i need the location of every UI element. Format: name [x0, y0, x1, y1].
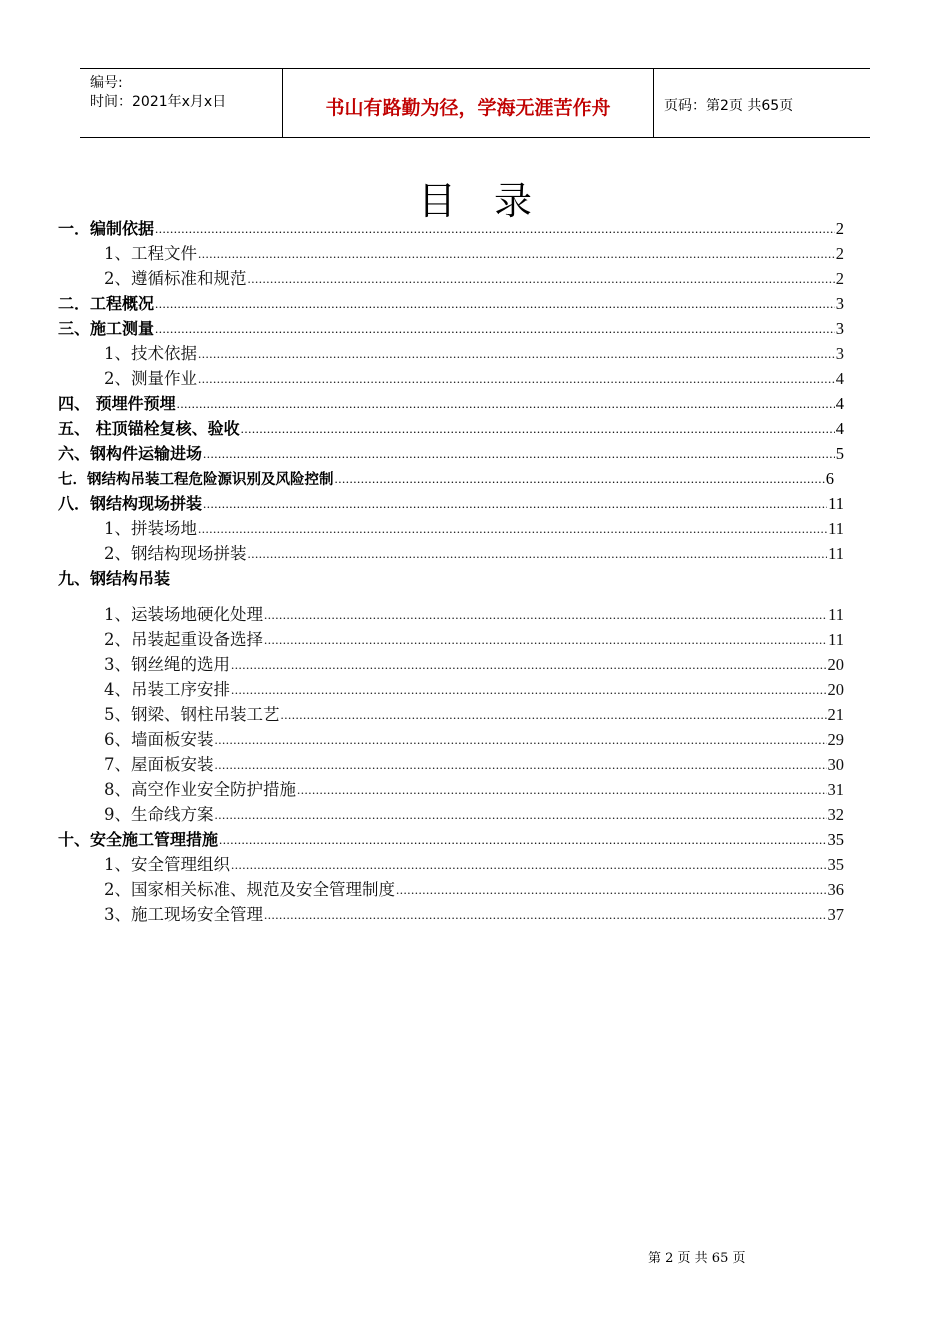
- toc-entry-label: 3、钢丝绳的选用: [104, 655, 230, 674]
- toc-entry[interactable]: [58, 829, 844, 851]
- toc-entry-label: 八．钢结构现场拼装: [58, 494, 203, 513]
- toc-entry[interactable]: [104, 654, 844, 676]
- toc-entry-label: 九、钢结构吊装: [58, 569, 171, 588]
- toc-entry-label: 1、拼装场地: [104, 519, 197, 538]
- toc-entry[interactable]: [58, 293, 844, 315]
- toc-entry-label: 8、高空作业安全防护措施: [104, 780, 296, 799]
- toc-leader-dots: [248, 543, 828, 565]
- toc-entry-label: 2、吊装起重设备选择: [104, 630, 263, 649]
- toc-entry-label: 5、钢梁、钢柱吊装工艺: [104, 705, 280, 724]
- toc-page-number: 35: [827, 830, 844, 849]
- toc-page-number: 2: [835, 269, 844, 288]
- toc-leader-dots: [177, 393, 835, 415]
- toc-entry-label: 1、安全管理组织: [104, 855, 230, 874]
- toc-page-number: 31: [827, 780, 844, 799]
- toc-leader-dots: [198, 243, 835, 265]
- toc-entry[interactable]: [58, 318, 844, 340]
- toc-page-number: 35: [827, 855, 844, 874]
- toc-leader-dots: [264, 604, 827, 626]
- toc-entry-label: 6、墙面板安装: [104, 730, 214, 749]
- toc-entry-label: 3、施工现场安全管理: [104, 905, 263, 924]
- header-motto: 书山有路勤为径，学海无涯苦作舟: [325, 97, 611, 119]
- toc-page-number: 6: [825, 469, 834, 488]
- header-page-info: 页码：第2页 共65页: [664, 98, 794, 114]
- toc-leader-dots: [396, 879, 827, 901]
- toc-leader-dots: [248, 268, 835, 290]
- toc-entry-label: 2、国家相关标准、规范及安全管理制度: [104, 880, 395, 899]
- toc-entry-label: 三、施工测量: [58, 319, 155, 338]
- toc-leader-dots: [215, 804, 827, 826]
- toc-leader-dots: [231, 854, 827, 876]
- toc-leader-dots: [155, 293, 835, 315]
- toc-leader-dots: [203, 493, 827, 515]
- toc-page-number: 3: [835, 344, 844, 363]
- toc-entry[interactable]: [58, 393, 844, 415]
- toc-entry[interactable]: [58, 468, 834, 490]
- toc-page-number: 29: [827, 730, 844, 749]
- toc-leader-dots: [231, 679, 827, 701]
- toc-leader-dots: [241, 418, 835, 440]
- toc-entry-label: 1、工程文件: [104, 244, 197, 263]
- toc-entry-label: 十、安全施工管理措施: [58, 830, 219, 849]
- toc-entry[interactable]: [104, 543, 844, 565]
- toc-page-number: 21: [827, 705, 844, 724]
- header-motto-cell: [282, 69, 654, 137]
- toc-leader-dots: [198, 368, 835, 390]
- toc-entry[interactable]: [104, 729, 844, 751]
- toc-leader-dots: [198, 343, 835, 365]
- serial-number-label: 编号:: [90, 75, 123, 91]
- toc-page-number: 20: [827, 655, 844, 674]
- toc-leader-dots: [297, 779, 827, 801]
- toc-entry-label: 2、遵循标准和规范: [104, 269, 247, 288]
- toc-leader-dots: [155, 218, 835, 240]
- toc-entry-label: 7、屋面板安装: [104, 755, 214, 774]
- toc-page-number: 11: [828, 544, 844, 563]
- toc-entry[interactable]: [104, 904, 844, 926]
- toc-page-number: 32: [827, 805, 844, 824]
- toc-entry-label: 1、技术依据: [104, 344, 197, 363]
- toc-leader-dots: [203, 443, 835, 465]
- toc-page-number: 36: [827, 880, 844, 899]
- toc-entry-label: 四、 预埋件预埋: [58, 394, 176, 413]
- toc-entry-label: 七．钢结构吊装工程危险源识别及风险控制: [58, 472, 334, 488]
- toc-entry[interactable]: [104, 679, 844, 701]
- page-title: 目录: [417, 179, 570, 223]
- toc-leader-dots: [231, 654, 827, 676]
- toc-entry[interactable]: [104, 704, 844, 726]
- toc-page-number: 4: [835, 394, 844, 413]
- toc-entry[interactable]: [104, 368, 844, 390]
- toc-entry[interactable]: [58, 418, 844, 440]
- toc-entry-label: 六、钢构件运输进场: [58, 444, 203, 463]
- toc-entry[interactable]: [58, 568, 844, 590]
- toc-entry-label: 1、运装场地硬化处理: [104, 605, 263, 624]
- toc-entry[interactable]: [104, 518, 844, 540]
- toc-leader-dots: [281, 704, 827, 726]
- page-header: [80, 68, 870, 138]
- toc-entry-label: 4、吊装工序安排: [104, 680, 230, 699]
- toc-leader-dots: [264, 629, 827, 651]
- toc-entry[interactable]: [104, 854, 844, 876]
- toc-entry[interactable]: [104, 754, 844, 776]
- page-footer: 第 2 页 共 65 页: [648, 1251, 746, 1266]
- toc-page-number: 4: [835, 419, 844, 438]
- toc-entry-label: 五、 柱顶锚栓复核、验收: [58, 419, 240, 438]
- toc-entry[interactable]: [104, 804, 844, 826]
- time-label: 时间：2021年x月x日: [90, 94, 227, 110]
- toc-page-number: 11: [828, 519, 844, 538]
- toc-leader-dots: [264, 904, 827, 926]
- toc-entry[interactable]: [104, 343, 844, 365]
- toc-page-number: 2: [835, 219, 844, 238]
- toc-entry-label: 二．工程概况: [58, 294, 155, 313]
- toc-entry[interactable]: [58, 443, 844, 465]
- toc-entry[interactable]: [104, 268, 844, 290]
- toc-page-number: 11: [828, 630, 844, 649]
- toc-entry-label: 9、生命线方案: [104, 805, 214, 824]
- toc-leader-dots: [335, 468, 825, 490]
- toc-page-number: 5: [835, 444, 844, 463]
- toc-entry[interactable]: [104, 604, 844, 626]
- toc-leader-dots: [215, 754, 827, 776]
- toc-entry-label: 2、测量作业: [104, 369, 197, 388]
- toc-leader-dots: [198, 518, 827, 540]
- toc-leader-dots: [215, 729, 827, 751]
- toc-entry[interactable]: [58, 493, 844, 515]
- toc-entry[interactable]: [104, 629, 844, 651]
- toc-entry[interactable]: [104, 779, 844, 801]
- toc-page-number: 30: [827, 755, 844, 774]
- toc-leader-dots: [155, 318, 835, 340]
- toc-page-number: 3: [835, 294, 844, 313]
- toc-entry[interactable]: [58, 218, 844, 240]
- toc-page-number: 2: [835, 244, 844, 263]
- toc-page-number: 4: [835, 369, 844, 388]
- toc-entry-label: 一．编制依据: [58, 219, 155, 238]
- toc-page-number: 11: [828, 494, 844, 513]
- header-page-cell: [654, 69, 870, 137]
- toc-page-number: 20: [827, 680, 844, 699]
- header-meta-cell: [80, 69, 282, 137]
- toc-page-number: 11: [828, 605, 844, 624]
- toc-page-number: 3: [835, 319, 844, 338]
- toc-entry-label: 2、钢结构现场拼装: [104, 544, 247, 563]
- toc-entry[interactable]: [104, 243, 844, 265]
- toc-page-number: 37: [827, 905, 844, 924]
- toc-leader-dots: [219, 829, 826, 851]
- toc-entry[interactable]: [104, 879, 844, 901]
